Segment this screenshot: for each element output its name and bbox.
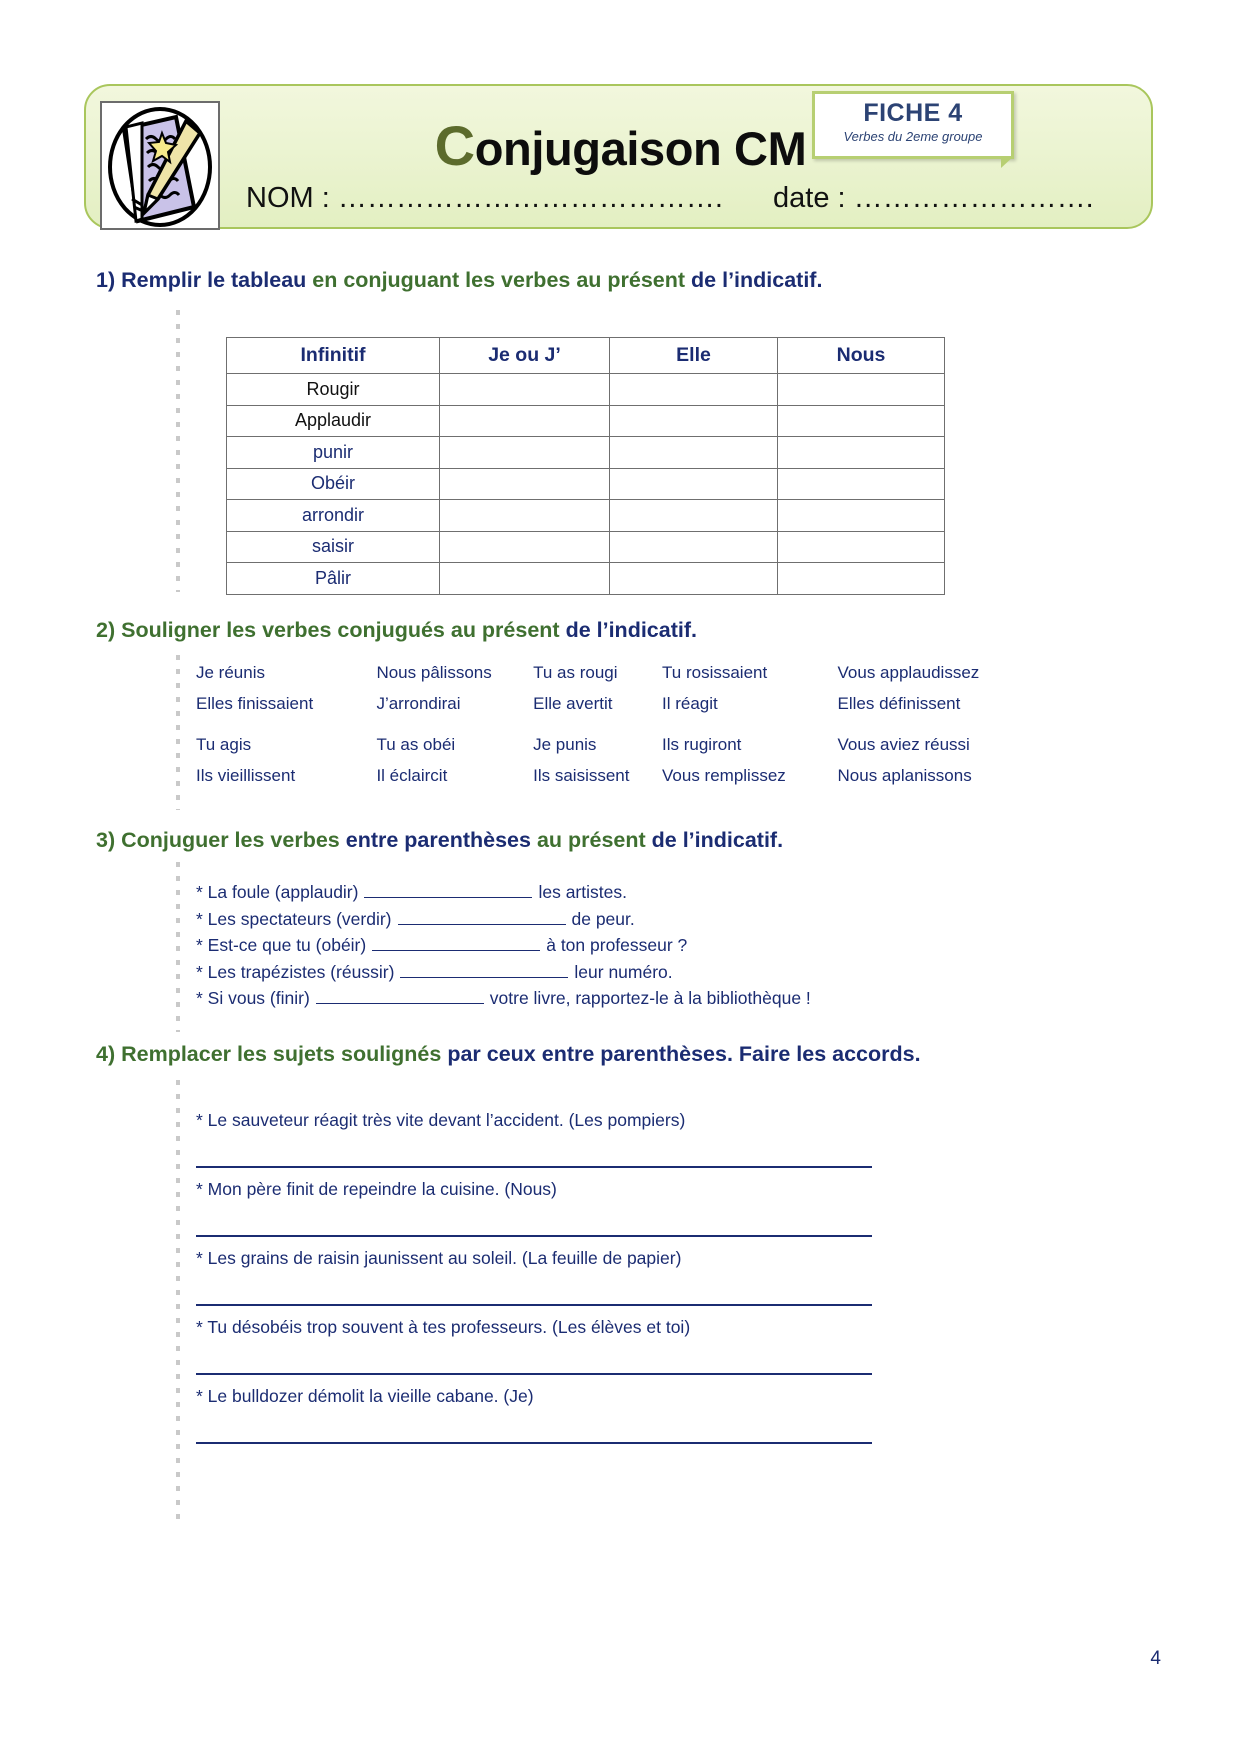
header-banner bbox=[84, 84, 1153, 229]
exercise-sentence: * Le sauveteur réagit très vite devant l’accident. (Les pompiers) bbox=[196, 1110, 686, 1130]
answer-cell-nous[interactable] bbox=[778, 468, 945, 500]
answer-cell-je[interactable] bbox=[440, 405, 610, 437]
answer-cell-elle[interactable] bbox=[610, 468, 778, 500]
section-4-text-b: par ceux entre parenthèses. Faire les accords. bbox=[447, 1042, 921, 1066]
verb-cell: Applaudir bbox=[227, 405, 440, 437]
verb-cell: Rougir bbox=[227, 374, 440, 406]
margin-rail-3 bbox=[176, 862, 180, 1032]
verb-word-grid bbox=[196, 663, 1016, 797]
answer-cell-nous[interactable] bbox=[778, 437, 945, 469]
section-3-text-a: Conjuguer les verbes bbox=[115, 828, 346, 852]
table-row bbox=[227, 374, 945, 406]
section-3-text-b: entre parenthèses bbox=[345, 828, 537, 852]
answer-cell-je[interactable] bbox=[440, 437, 610, 469]
verb-cell: Pâlir bbox=[227, 563, 440, 595]
word-item[interactable]: Je punis bbox=[533, 735, 597, 754]
exercise-prompt: * La foule (applaudir) bbox=[196, 882, 359, 902]
exercise-4-item bbox=[196, 1312, 1096, 1375]
exercise-tail: les artistes. bbox=[538, 882, 627, 902]
exercise-tail: de peur. bbox=[571, 908, 635, 929]
answer-cell-elle[interactable] bbox=[610, 500, 778, 532]
table-row bbox=[227, 437, 945, 469]
exercise-prompt: * Les trapézistes (réussir) bbox=[196, 961, 395, 982]
answer-cell-elle[interactable] bbox=[610, 531, 778, 563]
answer-line[interactable] bbox=[196, 1273, 872, 1306]
exercise-tail: votre livre, rapportez-le à la bibliothèque ! bbox=[489, 988, 811, 1008]
column-header-infinitif: Infinitif bbox=[227, 338, 440, 374]
word-item[interactable]: Tu as obéi bbox=[376, 735, 456, 754]
section-2-text-b: de l’indicatif. bbox=[565, 618, 697, 642]
exercise-line bbox=[196, 988, 811, 1015]
section-4-heading bbox=[96, 1042, 921, 1067]
answer-blank[interactable] bbox=[364, 882, 532, 898]
margin-rail-4 bbox=[176, 1080, 180, 1522]
column-header-je: Je ou J’ bbox=[440, 338, 610, 374]
answer-blank[interactable] bbox=[372, 935, 540, 951]
fiche-badge bbox=[812, 91, 1014, 159]
word-row bbox=[196, 735, 1016, 766]
section-2-heading bbox=[96, 618, 697, 643]
answer-cell-nous[interactable] bbox=[778, 405, 945, 437]
verb-cell: Obéir bbox=[227, 468, 440, 500]
table-row bbox=[227, 405, 945, 437]
exercise-4-item bbox=[196, 1174, 1096, 1237]
word-item[interactable]: Vous applaudissez bbox=[837, 663, 980, 682]
section-1-text-c: de l’indicatif. bbox=[691, 268, 823, 292]
exercise-prompt: * Les spectateurs (verdir) bbox=[196, 908, 392, 929]
word-item[interactable]: Ils rugiront bbox=[662, 735, 742, 754]
nom-label: NOM : bbox=[246, 182, 330, 214]
section-2-number: 2) bbox=[96, 618, 116, 642]
answer-blank[interactable] bbox=[400, 962, 568, 978]
conjugation-table bbox=[226, 337, 945, 595]
section-1-text-b: en conjuguant les verbes au présent bbox=[312, 268, 692, 292]
word-item[interactable]: Ils vieillissent bbox=[196, 766, 296, 785]
exercise-tail: leur numéro. bbox=[574, 961, 673, 982]
answer-line[interactable] bbox=[196, 1204, 872, 1237]
answer-cell-je[interactable] bbox=[440, 468, 610, 500]
answer-cell-je[interactable] bbox=[440, 374, 610, 406]
exercise-prompt: * Si vous (finir) bbox=[196, 988, 310, 1008]
word-item[interactable]: Il réagit bbox=[662, 694, 718, 713]
section-4-number: 4) bbox=[96, 1042, 116, 1066]
section-2-text-a: Souligner les verbes conjugués au présent bbox=[115, 618, 566, 642]
section-3-number: 3) bbox=[96, 828, 116, 852]
exercise-line bbox=[196, 882, 811, 909]
word-item[interactable]: Tu rosissaient bbox=[662, 663, 768, 682]
exercise-line bbox=[196, 935, 811, 962]
word-item[interactable]: Nous aplanissons bbox=[837, 766, 972, 785]
section-3-text-c: au présent bbox=[536, 828, 652, 852]
date-blank[interactable]: ……………………. bbox=[853, 182, 1094, 214]
answer-cell-nous[interactable] bbox=[778, 563, 945, 595]
word-item[interactable]: Elles finissaient bbox=[196, 694, 314, 713]
verb-cell: arrondir bbox=[227, 500, 440, 532]
table-header-row bbox=[227, 338, 945, 374]
section-1-heading bbox=[96, 268, 822, 293]
answer-line[interactable] bbox=[196, 1411, 872, 1444]
word-item[interactable]: Tu as rougi bbox=[533, 663, 618, 682]
exercise-sentence: * Les grains de raisin jaunissent au soleil. (La feuille de papier) bbox=[196, 1248, 682, 1268]
answer-cell-elle[interactable] bbox=[610, 405, 778, 437]
word-item[interactable]: J’arrondirai bbox=[376, 694, 461, 713]
verb-cell: saisir bbox=[227, 531, 440, 563]
exercise-prompt: * Est-ce que tu (obéir) bbox=[196, 935, 367, 955]
word-item[interactable]: Je réunis bbox=[196, 663, 265, 682]
word-item[interactable]: Vous remplissez bbox=[662, 766, 786, 785]
answer-cell-je[interactable] bbox=[440, 563, 610, 595]
exercise-sentence: * Tu désobéis trop souvent à tes professeurs. (Les élèves et toi) bbox=[196, 1317, 691, 1337]
title-rest: onjugaison CM bbox=[474, 122, 807, 175]
exercise-sentence: * Le bulldozer démolit la vieille cabane. (Je) bbox=[196, 1386, 534, 1406]
answer-blank[interactable] bbox=[316, 988, 484, 1004]
answer-cell-je[interactable] bbox=[440, 500, 610, 532]
answer-cell-je[interactable] bbox=[440, 531, 610, 563]
answer-cell-elle[interactable] bbox=[610, 437, 778, 469]
answer-line[interactable] bbox=[196, 1135, 872, 1168]
table-row bbox=[227, 563, 945, 595]
page-number: 4 bbox=[1150, 1648, 1161, 1669]
answer-cell-elle[interactable] bbox=[610, 374, 778, 406]
word-item[interactable]: Elles définissent bbox=[837, 694, 961, 713]
answer-cell-nous[interactable] bbox=[778, 374, 945, 406]
column-header-elle: Elle bbox=[610, 338, 778, 374]
table-row bbox=[227, 531, 945, 563]
section-1-number: 1) bbox=[96, 268, 116, 292]
fiche-number: FICHE 4 bbox=[863, 99, 963, 127]
margin-rail-2 bbox=[176, 655, 180, 810]
word-row bbox=[196, 694, 1016, 725]
exercise-sentence: * Mon père finit de repeindre la cuisine. (Nous) bbox=[196, 1179, 557, 1199]
exercise-line bbox=[196, 962, 811, 989]
answer-blank[interactable] bbox=[398, 909, 566, 925]
answer-cell-nous[interactable] bbox=[778, 531, 945, 563]
word-item[interactable]: Elle avertit bbox=[533, 694, 613, 713]
word-item[interactable]: Il éclaircit bbox=[376, 766, 448, 785]
word-item[interactable]: Nous pâlissons bbox=[376, 663, 492, 682]
date-label: date : bbox=[773, 182, 846, 214]
word-item[interactable]: Ils saisissent bbox=[533, 766, 630, 785]
exercise-line bbox=[196, 909, 811, 936]
word-row bbox=[196, 766, 1016, 797]
table-row bbox=[227, 500, 945, 532]
table-row bbox=[227, 468, 945, 500]
section-3-heading bbox=[96, 828, 783, 853]
answer-cell-elle[interactable] bbox=[610, 563, 778, 595]
exercise-3-list bbox=[196, 882, 811, 1015]
title-drop-cap: C bbox=[434, 114, 475, 177]
exercise-4-item bbox=[196, 1105, 1096, 1168]
exercise-4-list bbox=[196, 1105, 1096, 1450]
section-1-text-a: Remplir le tableau bbox=[115, 268, 313, 292]
word-row bbox=[196, 663, 1016, 694]
nom-blank[interactable]: …………………………………. bbox=[337, 182, 723, 214]
column-header-nous: Nous bbox=[778, 338, 945, 374]
exercise-4-item bbox=[196, 1243, 1096, 1306]
answer-cell-nous[interactable] bbox=[778, 500, 945, 532]
exercise-4-item bbox=[196, 1381, 1096, 1444]
fiche-corner-fold bbox=[1001, 156, 1014, 168]
fiche-subtitle: Verbes du 2eme groupe bbox=[843, 129, 983, 144]
word-item[interactable]: Tu agis bbox=[196, 735, 252, 754]
section-3-text-d: de l’indicatif. bbox=[651, 828, 784, 852]
verb-cell: punir bbox=[227, 437, 440, 469]
exercise-tail: à ton professeur ? bbox=[546, 935, 688, 955]
word-item[interactable]: Vous aviez réussi bbox=[837, 735, 970, 754]
section-4-text-a: Remplacer les sujets soulignés bbox=[115, 1042, 448, 1066]
answer-line[interactable] bbox=[196, 1342, 872, 1375]
name-date-fields bbox=[246, 182, 1094, 215]
margin-rail-1 bbox=[176, 310, 180, 592]
